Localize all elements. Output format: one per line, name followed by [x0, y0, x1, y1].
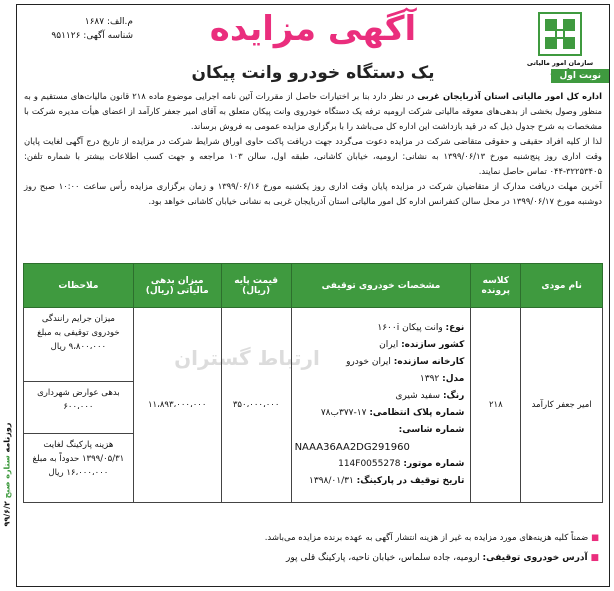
address-label: آدرس خودروی توقیفی:	[482, 553, 588, 563]
cell-specs	[291, 308, 471, 503]
side-paper-name: ستاره صبح	[2, 455, 12, 499]
bullet-icon: ■	[588, 533, 599, 543]
vehicle-address	[286, 553, 599, 563]
spec-line: کارخانه سازنده: ایران خودرو	[346, 357, 465, 367]
cell-base-price: ۳۵۰،۰۰۰،۰۰۰	[221, 308, 291, 503]
vehicle-table	[23, 263, 603, 503]
spec-line: شماره پلاک انتظامی: ۱۷-۳۷۷ب۷۸	[320, 408, 465, 418]
body-para1-text: در نظر دارد بنا بر اختیارات حاصل از مقررات آئین نامه اجرایی موضوع ماده ۲۱۸ قانون مالیات‌های مستقیم و به منظور وصول بخشی از بدهی‌های معوقه مالیاتی شرکت ارومیه ترفه یک دستگاه خودروی وانت پیکان متعلق به آقای امیر جعفر کارآمد از اعضای هیأت مدیره شرکت با مشخصات به شرح جدول ذیل که در قید بازداشت این اداره کل می‌باشد را با برگزاری مزایده عمومی به فروش برساند.	[24, 91, 602, 131]
footer-note-text: ضمناً کلیه هزینه‌های مورد مزایده به غیر از هزینه انتشار آگهی به عهده برنده مزایده می‌باشد.	[264, 533, 589, 543]
meta-ad-id: شناسه آگهی: ۹۵۱۱۲۶	[51, 31, 133, 41]
side-paper: روزنامه	[2, 422, 12, 453]
meta-number: م.الف: ۱۶۸۷	[84, 17, 133, 27]
ad-title: آگهی مزایده	[209, 9, 417, 49]
logo-text: سازمان امور مالیاتی	[526, 59, 594, 67]
ad-meta	[23, 15, 133, 43]
cell-taxpayer: امیر جعفر کارآمد	[521, 308, 603, 503]
watermark-text: ارتباط گستران	[174, 346, 320, 370]
spec-line: شماره شاسی:	[398, 425, 465, 435]
footer-note	[265, 533, 599, 543]
spec-line: تاریخ توقیف در پارکینگ: ۱۳۹۸/۰۱/۳۱	[309, 476, 465, 486]
header-taxpayer: نام مودی	[521, 264, 603, 308]
header-specs: مشخصات خودروی توقیفی	[291, 264, 471, 308]
body-org-name: اداره کل امور مالیاتی استان آذربایجان غربی	[417, 91, 602, 101]
cell-notes	[24, 308, 134, 503]
ad-body	[17, 87, 609, 209]
spec-line: مدل: ۱۳۹۲	[419, 374, 465, 384]
spec-line: NAAA36AA2DG291960	[294, 442, 410, 453]
table-header-row	[24, 264, 603, 308]
cell-tax-debt: ۱۱،۸۹۳،۰۰۰،۰۰۰	[133, 308, 221, 503]
note-item: بدهی عوارض شهرداری ۶۰۰،۰۰۰	[24, 382, 133, 434]
spec-line: کشور سازنده: ایران	[379, 340, 465, 350]
address-text: ارومیه، جاده سلماس، خیابان ناحیه، پارکینگ قلی پور	[285, 553, 483, 563]
header-tax-debt: میزان بدهی مالیاتی (ریال)	[133, 264, 221, 308]
body-paragraph-3: آخرین مهلت دریافت مدارک از متقاضیان شرکت در مزایده پایان وقت اداری روز یکشنبه مورخ ۱۳۹۹/۰۶/۱۶ و زمان برگزاری مزایده رأس ساعت ۱۰:۰۰ صبح روز دوشنبه مورخ ۱۳۹۹/۰۶/۱۷ در محل سالن کنفرانس اداره کل امور مالیاتی استان آذربایجان غربی به نشانی خیابان کاشانی خواهد بود.	[24, 181, 602, 206]
side-publication	[3, 380, 12, 570]
body-paragraph-2: لذا از کلیه افراد حقیقی و حقوقی متقاضی شرکت در مزایده دعوت می‌گردد جهت دریافت پاکت حاوی اوراق شرایط شرکت در مزایده از تاریخ درج آگهی لغایت پایان وقت اداری روز پنج‌شنبه مورخ ۱۳۹۹/۰۶/۱۳ به نشانی: ارومیه، خیابان کاشانی، طبقه اول، سالن ۱۰۳ مراجعه و جهت کسب اطلاعات بیشتر با شماره تلفن: ۳۲۲۵۳۴۰۵-۰۴۴ تماس حاصل نمایند.	[24, 136, 602, 176]
cell-class: ۲۱۸	[471, 308, 521, 503]
body-paragraph-1	[24, 89, 602, 134]
note-item: میزان جرایم رانندگی خودروی توقیفی به مبلغ ۹،۸۰۰،۰۰۰ ریال	[24, 308, 133, 382]
side-date: ۹۹/۶/۲	[2, 501, 12, 527]
side-strip	[2, 380, 14, 580]
spec-line: نوع: وانت پیکان ۱۶۰۰i	[377, 323, 465, 333]
header-notes: ملاحظات	[24, 264, 134, 308]
spec-line: شماره موتور: 114F0055278	[338, 459, 465, 469]
bullet-icon: ■	[587, 553, 599, 563]
turn-badge: نوبت اول	[551, 69, 609, 83]
header-base-price: قیمت پایه (ریال)	[221, 264, 291, 308]
spec-line: رنگ: سفید شیری	[395, 391, 465, 401]
ad-subtitle: یک دستگاه خودرو وانت پیکان	[191, 63, 435, 83]
note-item: هزینه پارکینگ لغایت ۱۳۹۹/۰۵/۳۱ حدوداً به مبلغ ۱۶،۰۰۰،۰۰۰ ریال	[32, 440, 125, 478]
ad-header	[17, 5, 609, 87]
header-class: کلاسه پرونده	[471, 264, 521, 308]
ad-page	[16, 4, 610, 587]
table-row	[24, 308, 603, 503]
